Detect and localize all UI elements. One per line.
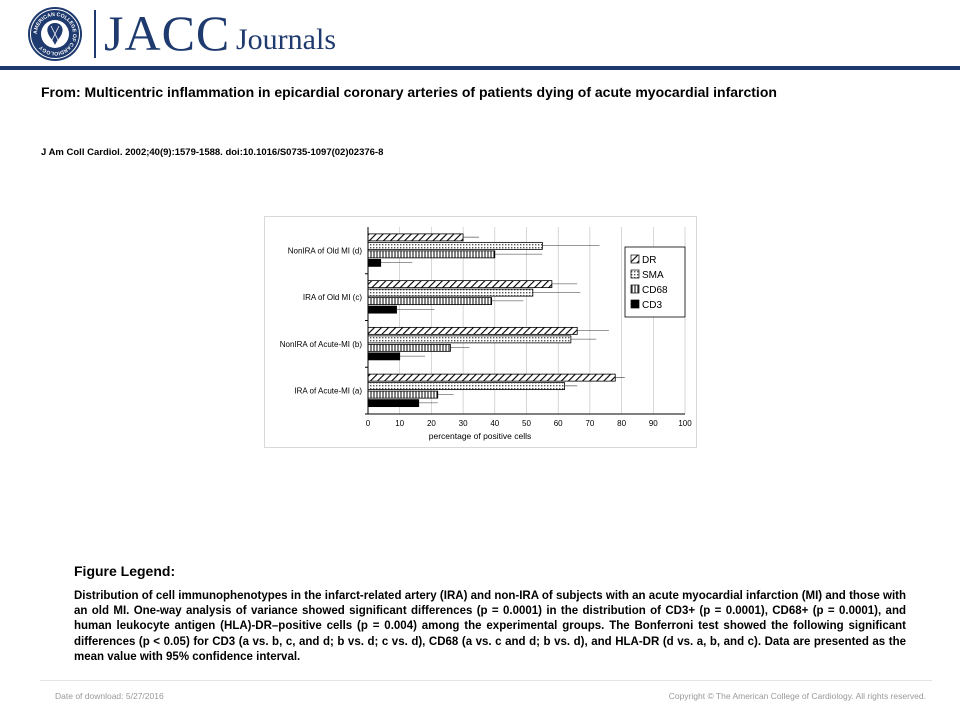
legend-label-cd3: CD3 [642, 300, 663, 311]
legend-swatch-cd68 [631, 285, 639, 293]
x-tick-label: 20 [426, 419, 436, 428]
x-tick-label: 10 [395, 419, 405, 428]
bar-dr [368, 234, 463, 241]
x-tick-labels [366, 419, 692, 428]
bars-group [368, 234, 615, 407]
chart-legend [625, 247, 685, 317]
bar-cd68 [368, 251, 495, 258]
bar-cd68 [368, 344, 450, 351]
svg-text:AMERICAN COLLEGE OF CARDIOLOGY: AMERICAN COLLEGE OF CARDIOLOGY [32, 11, 78, 57]
bar-sma [368, 289, 533, 296]
legend-swatch-sma [631, 270, 639, 278]
category-labels [280, 246, 363, 395]
figure-legend-text: Distribution of cell immunophenotypes in the infarct-related artery (IRA) and non-IRA of subjects with an acute myocardial infarction (MI) and those with an old MI. One-way analysis of variance showed significant differences (p = 0.0001) in the distribution of CD3+ (p = 0.0001), CD68+ (p = 0.0001), and human leukocyte antigen (HLA)-DR–positive cells (p = 0.004) among the experimental groups. The Bonferroni test showed the following significant differences (p < 0.05) for CD3 (a vs. b, c, and d; b vs. d; c vs. d), CD68 (a vs. c and d; b vs. d), and HLA-DR (d vs. a, b, and c). Data are presented as the mean value with 95% confidence interval. [74, 590, 906, 663]
x-tick-label: 80 [617, 419, 627, 428]
figure-legend-heading: Figure Legend: [74, 563, 176, 579]
legend-label-dr: DR [642, 255, 657, 266]
citation: J Am Coll Cardiol. 2002;40(9):1579-1588. doi:10.1016/S0735-1097(02)02376-8 [41, 147, 384, 158]
x-tick-label: 0 [365, 419, 371, 428]
bar-cd68 [368, 391, 438, 398]
bar-cd3 [368, 259, 381, 266]
legend-swatch-cd3 [631, 300, 639, 308]
bar-sma [368, 336, 571, 343]
x-axis-label: percentage of positive cells [428, 431, 532, 441]
bar-dr [368, 327, 577, 334]
download-date: Date of download: 5/27/2016 [55, 691, 164, 701]
legend-label-cd68: CD68 [642, 285, 668, 296]
x-tick-label: 100 [678, 419, 692, 428]
x-tick-label: 50 [522, 419, 531, 428]
journal-header [0, 0, 960, 66]
bar-cd68 [368, 298, 492, 305]
x-tick-label: 70 [585, 419, 595, 428]
legend-label-sma: SMA [642, 270, 664, 281]
category-label: NonIRA of Acute-MI (b) [279, 339, 362, 349]
logo-divider [94, 10, 96, 58]
bar-cd3 [368, 353, 400, 360]
journals-logo-text: Journals [236, 23, 336, 56]
x-tick-label: 90 [648, 419, 658, 428]
bar-dr [368, 281, 552, 288]
category-label: IRA of Old MI (c) [302, 293, 362, 303]
copyright-notice: Copyright © The American College of Cardiology. All rights reserved. [668, 691, 926, 701]
category-label: IRA of Acute-MI (a) [294, 386, 362, 396]
bar-sma [368, 383, 565, 390]
bar-sma [368, 242, 542, 249]
x-tick-label: 40 [490, 419, 500, 428]
category-label: NonIRA of Old MI (d) [287, 246, 362, 256]
footer-rule [40, 680, 932, 681]
legend-swatch-dr [631, 255, 639, 263]
bar-dr [368, 374, 615, 381]
header-rule [0, 66, 960, 70]
article-title: From: Multicentric inflammation in epicardial coronary arteries of patients dying of acute myocardial infarction [41, 84, 777, 100]
x-tick-label: 60 [553, 419, 563, 428]
figure-panel [264, 216, 697, 448]
acc-seal-logo [27, 6, 83, 62]
bar-cd3 [368, 400, 419, 407]
x-tick-label: 30 [458, 419, 468, 428]
jacc-logo-text: JACC [104, 5, 231, 61]
bar-chart [265, 217, 696, 447]
bar-cd3 [368, 306, 397, 313]
